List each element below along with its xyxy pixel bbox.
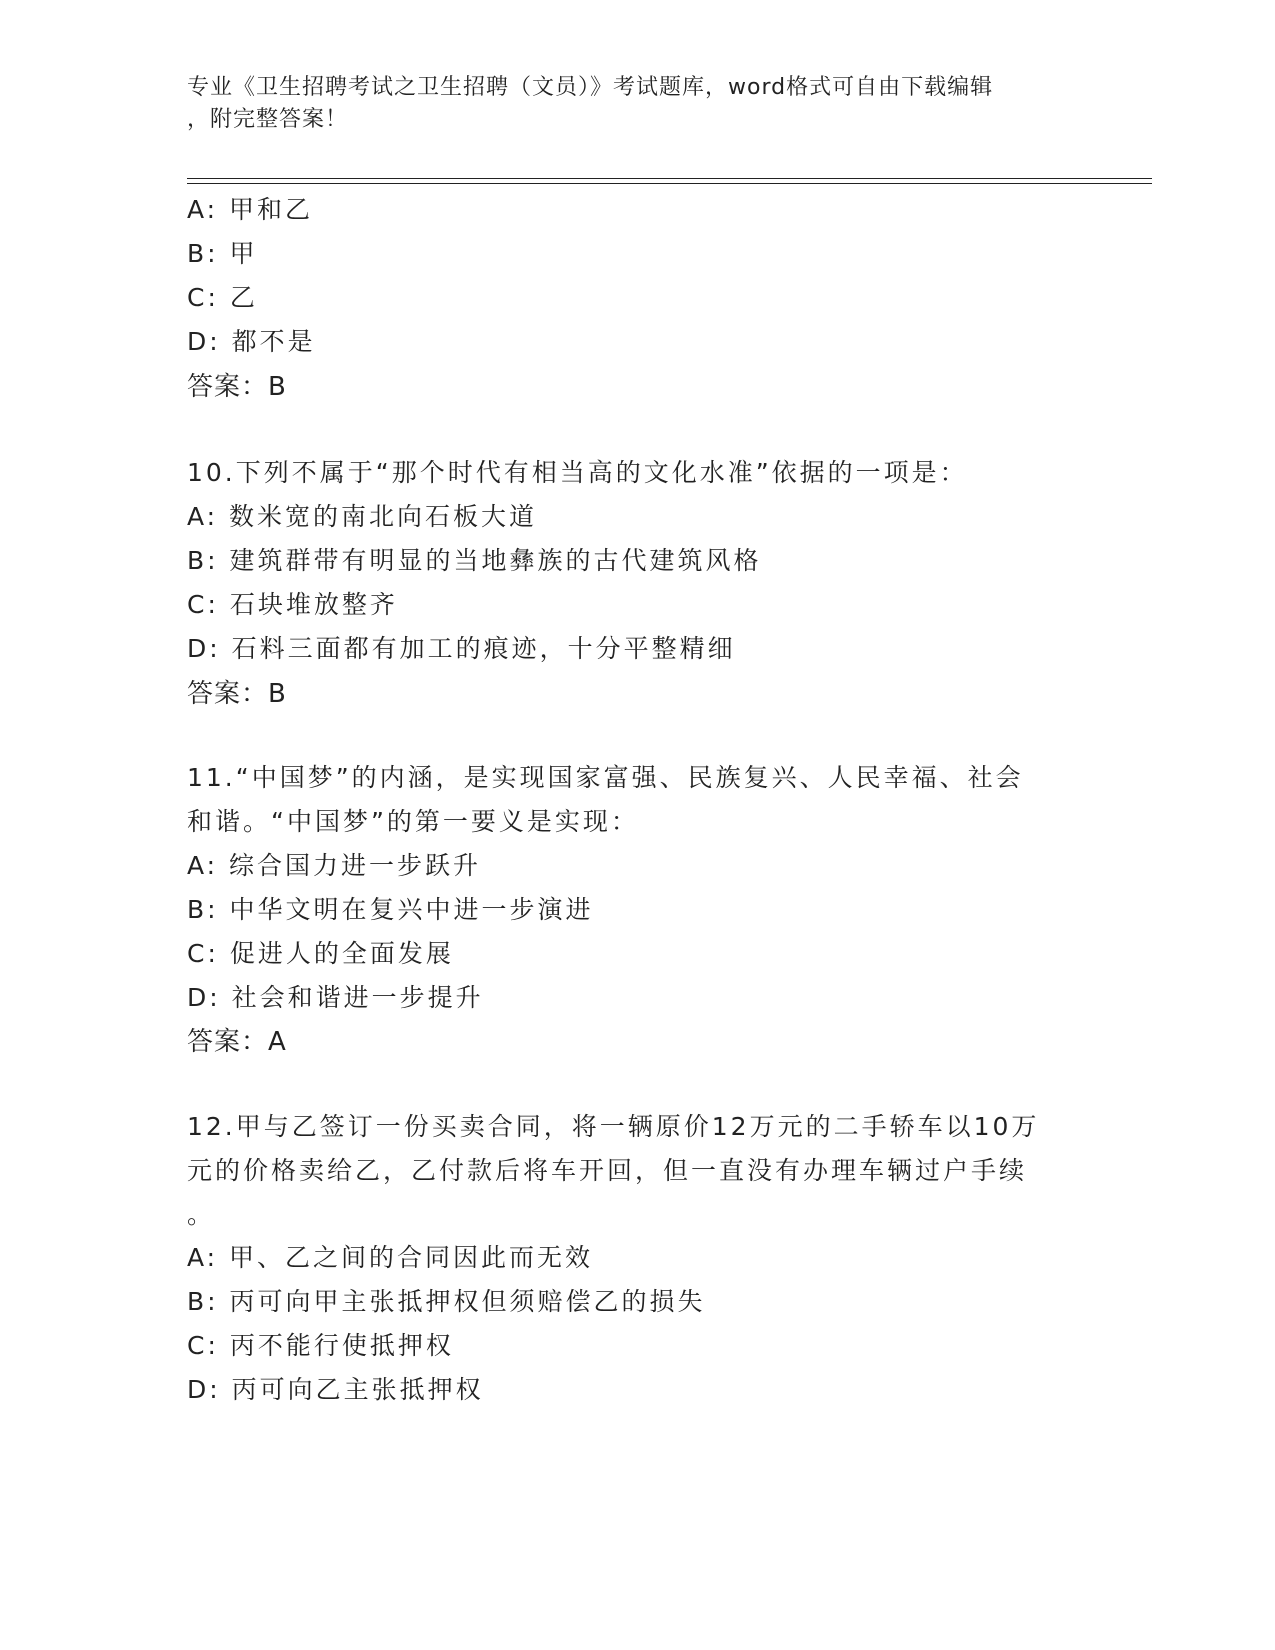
q9-answer: 答案：B <box>187 372 287 402</box>
q12-stem-line-2: 元的价格卖给乙，乙付款后将车开回，但一直没有办理车辆过户手续 <box>187 1156 1028 1185</box>
q10-option-a: A: 数米宽的南北向石板大道 <box>187 502 538 531</box>
q11-stem-line-1: 11.“中国梦”的内涵，是实现国家富强、民族复兴、人民幸福、社会 <box>187 763 1024 792</box>
q12-option-b: B: 丙可向甲主张抵押权但须赔偿乙的损失 <box>187 1287 706 1316</box>
q9-option-c: C: 乙 <box>187 283 258 312</box>
q9-option-b: B: 甲 <box>187 239 258 268</box>
q11-option-b: B: 中华文明在复兴中进一步演进 <box>187 895 594 924</box>
q11-answer: 答案：A <box>187 1027 287 1057</box>
q11-stem-line-2: 和谐。“中国梦”的第一要义是实现： <box>187 807 639 836</box>
q9-option-d: D: 都不是 <box>187 327 316 356</box>
q12-stem-line-3: 。 <box>187 1200 216 1229</box>
q9-option-a: A: 甲和乙 <box>187 195 314 224</box>
q11-option-c: C: 促进人的全面发展 <box>187 939 454 968</box>
q12-option-d: D: 丙可向乙主张抵押权 <box>187 1375 484 1404</box>
header-divider-top <box>187 178 1152 179</box>
q10-option-b: B: 建筑群带有明显的当地彝族的古代建筑风格 <box>187 546 762 575</box>
q10-answer: 答案：B <box>187 679 287 709</box>
q10-stem: 10.下列不属于“那个时代有相当高的文化水准”依据的一项是： <box>187 458 968 487</box>
q10-option-d: D: 石料三面都有加工的痕迹，十分平整精细 <box>187 634 736 663</box>
q10-option-c: C: 石块堆放整齐 <box>187 590 398 619</box>
q11-option-d: D: 社会和谐进一步提升 <box>187 983 484 1012</box>
header-divider-bottom <box>187 183 1152 184</box>
q12-option-a: A: 甲、乙之间的合同因此而无效 <box>187 1243 594 1272</box>
header-line-2: ，附完整答案！ <box>187 107 349 132</box>
q12-option-c: C: 丙不能行使抵押权 <box>187 1331 454 1360</box>
document-header <box>187 72 1087 136</box>
q11-option-a: A: 综合国力进一步跃升 <box>187 851 482 880</box>
q12-stem-line-1: 12.甲与乙签订一份买卖合同，将一辆原价12万元的二手轿车以10万 <box>187 1112 1040 1141</box>
header-line-1: 专业《卫生招聘考试之卫生招聘（文员）》考试题库，word格式可自由下载编辑 <box>187 75 994 100</box>
